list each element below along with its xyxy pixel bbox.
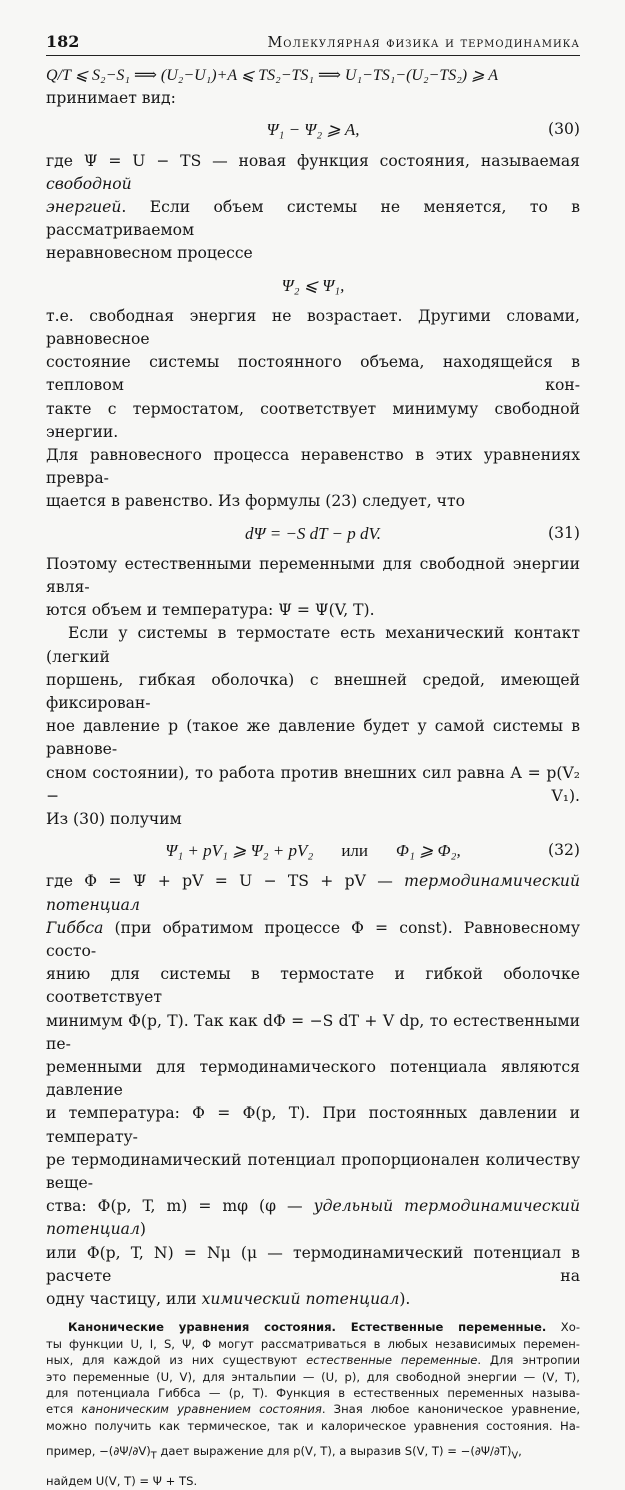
equation-body: Ψ₁ + pV₁ ⩾ Ψ₂ + pV₂ или Φ₁ ⩾ Φ₂,: [165, 841, 461, 861]
term-italic: Гиббса: [46, 918, 104, 937]
small-line: можно получить как термическое, так и калорическое уравнения состояния. На-: [46, 1418, 580, 1433]
small-line: для потенциала Гиббса — (p, T). Функция в естественных переменных называ-: [46, 1385, 580, 1400]
page-header: [46, 32, 580, 56]
small-line: ных, для каждой из них существуют естественные переменные. Для энтропии: [46, 1353, 580, 1368]
equation-psi: [46, 274, 580, 297]
small-line-with-derivatives: пример, $-(\partial\Psi/\partial V)_T$ дает выражение для p(V, T), а выразив S(V, $T) = -(\partial\Psi/\partial T)_V$,: [46, 1444, 522, 1462]
term-italic: удельный термодинамический потенциал: [46, 1197, 580, 1239]
text-line: т.е. свободная энергия не возрастает. Другими словами, равновесное: [46, 306, 580, 348]
text-line: где Φ = Ψ + pV = U − TS + pV — термодинамический потенциал: [46, 872, 580, 914]
small-line: ется каноническим уравнением состояния. Зная любое каноническое уравнение,: [46, 1402, 580, 1417]
text-line: и температура: Φ = Φ(p, T). При постоянных давлении и температу-: [46, 1104, 580, 1146]
text-line: минимум Φ(p, T). Так как dΦ = −S dT + V dp, то естественными пе-: [46, 1011, 580, 1053]
text-line: Гиббса (при обратимом процессе Φ = const). Равновесному состо-: [46, 918, 580, 961]
term-italic: каноническим уравнением состояния: [81, 1402, 322, 1417]
text-line: или Φ(p, T, N) = Nμ (μ — термодинамический потенциал в расчете на: [46, 1243, 580, 1285]
small-print-section: [46, 1319, 580, 1490]
text-line: янию для системы в термостате и гибкой оболочке соответствует: [46, 965, 580, 1007]
text-line: ре термодинамический потенциал пропорционален количеству веще-: [46, 1150, 580, 1193]
equation-number: (32): [547, 841, 580, 860]
equation-body: Ψ₁ − Ψ₂ ⩾ A,: [266, 120, 360, 140]
text-line: сном состоянии), то работа против внешних сил равна A = p(V₂ − V₁).: [46, 763, 580, 805]
term-italic: химический потенциал: [201, 1290, 400, 1309]
text-line: где Ψ = U − TS — новая функция состояния, называемая свободной: [46, 151, 580, 193]
equation-number: (31): [547, 523, 580, 542]
text-line: ременными для термодинамического потенциала являются давление: [46, 1058, 580, 1100]
page: [46, 32, 580, 1490]
text-line: Для равновесного процесса неравенство в этих уравнениях превра-: [46, 446, 580, 488]
text-line: неравновесном процессе: [46, 244, 253, 263]
section-heading: Канонические уравнения состояния. Естественные переменные.: [68, 1320, 547, 1335]
equation-body: Ψ₂ ⩽ Ψ₁,: [281, 275, 345, 295]
equation-body: dΨ = −S dT − p dV.: [245, 523, 381, 543]
equation-30: [46, 118, 580, 141]
small-line: ты функции U, I, S, Ψ, Φ могут рассматриваться в любых независимых перемен-: [46, 1336, 580, 1351]
small-line: найдем U(V, T) = Ψ + TS.: [46, 1474, 198, 1489]
term-italic: термодинамический потенциал: [46, 872, 580, 914]
text-line: поршень, гибкая оболочка) с внешней средой, имеющей фиксирован-: [46, 670, 580, 713]
text-line: состояние системы постоянного объема, находящейся в тепловом кон-: [46, 353, 580, 395]
text-line: ное давление p (такое же давление будет у самой системы в равнове-: [46, 717, 580, 759]
equation-chain: Q/T ⩽ S₂−S₁ ⟹ (U₂−U₁)+A ⩽ TS₂−TS₁ ⟹ U₁−TS₁−(U₂−TS₂) ⩾ A: [46, 67, 498, 84]
equation-32: [46, 839, 580, 862]
equation-number: (30): [547, 120, 580, 139]
text-line: такте с термостатом, соответствует минимуму свободной энергии.: [46, 399, 580, 441]
text-line: Из (30) получим: [46, 810, 182, 829]
running-title: Молекулярная физика и термодинамика: [267, 35, 580, 51]
small-line: это переменные (U, V), для энтальпии — (U, p), для свободной энергии — (V, T),: [46, 1369, 580, 1384]
small-line: Канонические уравнения состояния. Естественные переменные. Хо-: [68, 1320, 580, 1335]
term-italic: естественные переменные: [306, 1353, 478, 1368]
text-line: ются объем и температура: Ψ = Ψ(V, T).: [46, 601, 375, 620]
text-line: Поэтому естественными переменными для свободной энергии явля-: [46, 554, 580, 597]
text-line: Если у системы в термостате есть механический контакт (легкий: [46, 624, 580, 666]
term-italic: свободной: [46, 174, 132, 193]
text-line: принимает вид:: [46, 89, 176, 108]
text-line: щается в равенство. Из формулы (23) следует, что: [46, 492, 465, 511]
text-line: одну частицу, или химический потенциал).: [46, 1290, 411, 1309]
page-number: 182: [46, 32, 80, 51]
term-italic: энергией: [46, 198, 122, 216]
text-line: ства: Φ(p, T, m) = mφ (φ — удельный термодинамический потенциал): [46, 1197, 580, 1239]
main-text: [46, 64, 580, 1311]
equation-31: [46, 522, 580, 545]
text-line: энергией. Если объем системы не меняется, то в рассматриваемом: [46, 198, 580, 240]
